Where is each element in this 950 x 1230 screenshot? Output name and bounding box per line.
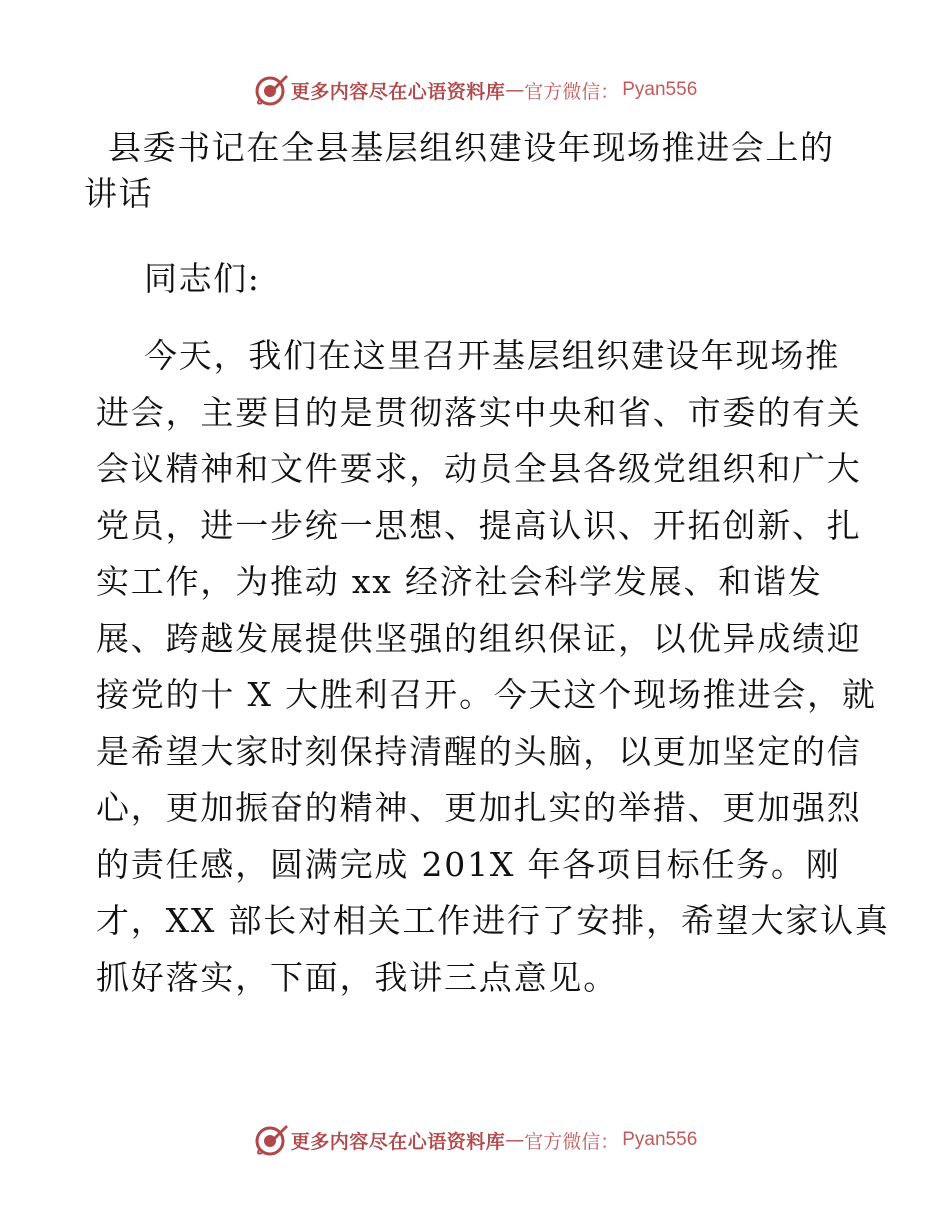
pen-logo-icon (253, 72, 289, 108)
banner-wechat-label: 官方微信： (524, 1130, 620, 1153)
body-line: 进会，主要目的是贯彻落实中央和省、市委的有关 (96, 392, 862, 432)
body-line: 接党的十 X 大胜利召开。今天这个现场推进会，就 (96, 675, 877, 714)
title-line-1: 县委书记在全县基层组织建设年现场推进会上的 (108, 128, 835, 167)
body-line: 展、跨越发展提供坚强的组织保证，以优异成绩迎 (96, 618, 862, 658)
document-title (84, 125, 856, 217)
salutation: 同志们: (144, 259, 261, 298)
title-line-2: 讲话 (84, 174, 154, 213)
body-line: 的责任感，圆满完成 201X 年各项目标任务。刚 (96, 844, 841, 884)
body-line: 抓好落实，下面，我讲三点意见。 (96, 957, 618, 997)
banner-wechat-label: 官方微信： (524, 80, 620, 103)
banner-separator: — (505, 1129, 525, 1151)
pen-logo-icon (253, 1122, 289, 1158)
banner-wechat-id: Pyan556 (622, 1129, 698, 1150)
body-line: 今天，我们在这里召开基层组织建设年现场推 (144, 336, 840, 375)
banner-text: 更多内容尽在心语资料库 (290, 80, 506, 103)
body-paragraph (96, 328, 890, 1006)
body-line: 心，更加振奋的精神、更加扎实的举措、更加强烈 (96, 788, 862, 827)
body-line: 才，XX 部长对相关工作进行了安排，希望大家认真 (96, 901, 890, 940)
body-line: 实工作，为推动 xx 经济社会科学发展、和谐发 (96, 562, 823, 601)
banner-text: 更多内容尽在心语资料库 (290, 1130, 506, 1153)
header-banner (0, 68, 950, 112)
body-line: 党员，进一步统一思想、提高认识、开拓创新、扎 (96, 505, 862, 545)
body-line: 是希望大家时刻保持清醒的头脑，以更加坚定的信 (96, 731, 862, 771)
banner-separator: — (505, 79, 525, 101)
body-line: 会议精神和文件要求，动员全县各级党组织和广大 (96, 449, 862, 488)
footer-banner (0, 1118, 950, 1162)
banner-wechat-id: Pyan556 (622, 79, 698, 100)
